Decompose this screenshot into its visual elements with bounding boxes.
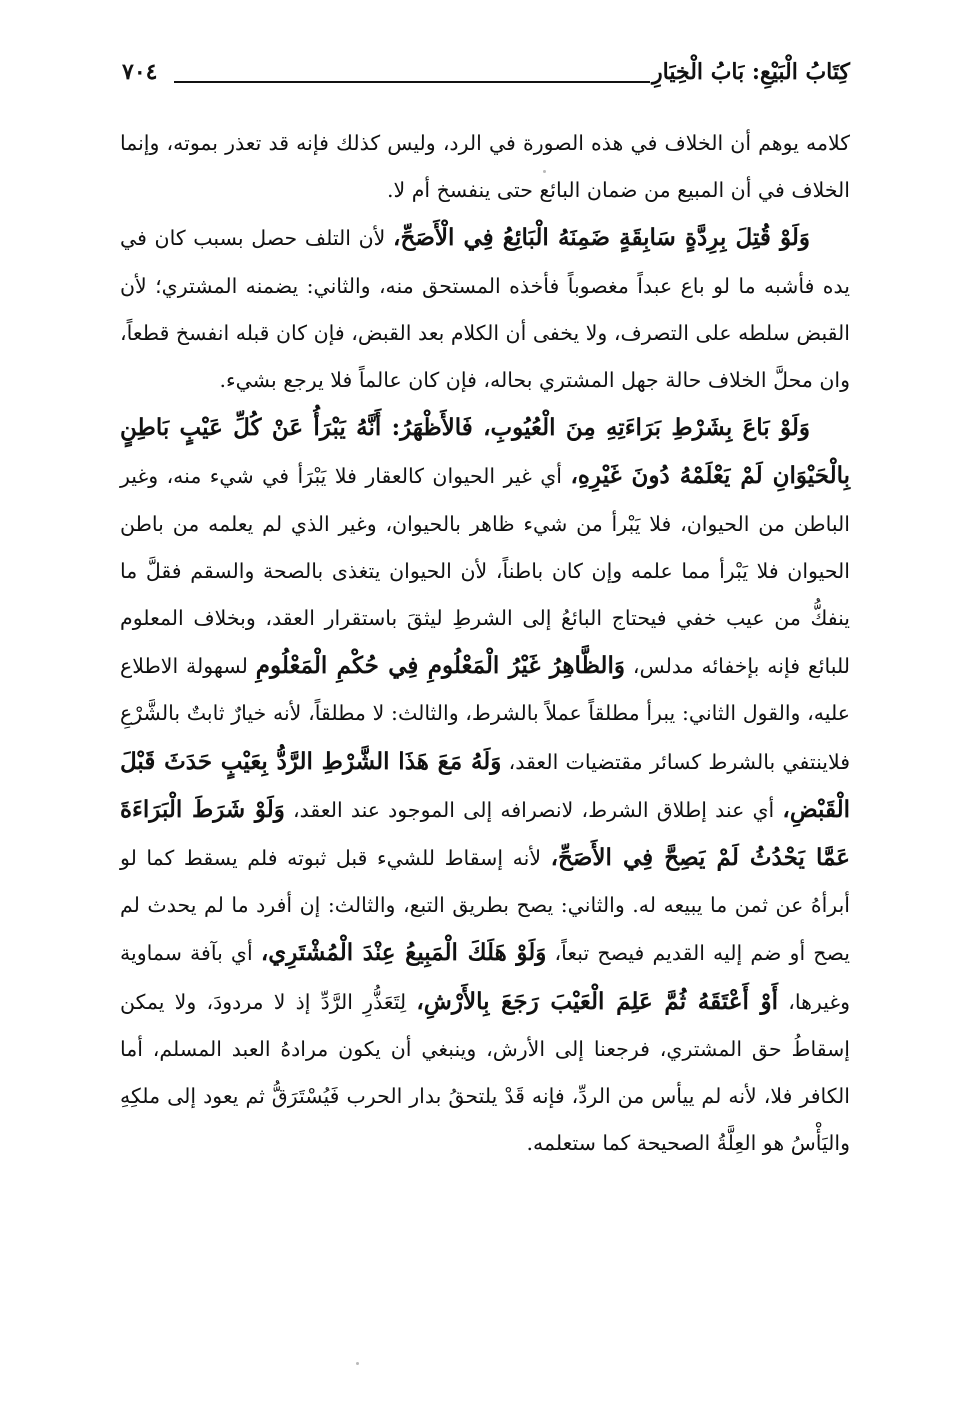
matn-text: وَلَوْ بَاعَ بِشَرْطِ بَرَاءَتِهِ مِنَ الْعُيُوبِ، فَالأَظْهَرُ: أَنَّهُ يَبْرَأُ عَنْ كُلِّ عَيْبٍ بَاطِنٍ بِالْحَيْوَانِ لَمْ يَعْلَمْهُ دُونَ غَيْرِهِ، — [120, 414, 850, 490]
matn-text: وَلَهُ مَعَ هَذَا الشَّرْطِ الرَّدُّ بِعَيْبٍ حَدَثَ قَبْلَ الْقَبْضِ، — [120, 747, 850, 823]
paragraph-3 — [120, 404, 850, 1167]
commentary-text: لأن التلف حصل بسبب كان في يده فأشبه ما لو باع عبداً مغصوباً فأخذه المستحق منه، والثاني: يضمنه المشتري؛ لأن القبض سلطه على التصرف، ولا يخفى أن الكلام بعد القبض، فإن كان قبله انفسخ قطعاً، وان محلَّ الخلاف حالة جهل المشتري بحاله، فإن كان عالماً فلا يرجع بشيء. — [120, 226, 850, 393]
body-text — [120, 120, 850, 1167]
matn-text: وَلَوْ قُتِلَ بِرِدَّةٍ سَابِقَةٍ ضَمِنَهُ الْبَائِعُ فِي الْأَصَحِّ، — [393, 224, 810, 252]
paragraph-1 — [120, 120, 850, 214]
commentary-text: أي غير الحيوان كالعقار فلا يَبْرَأ في شيء منه، وغير الباطن من الحيوان، فلا يَبْرأ من شيء ظاهر بالحيوان، وغير الذي لم يعلمه من باطن الحيوان فلا يَبْرأ مما علمه وإن كان باطناً، لأن الحيوان يتغذى بالصحة والسقم فقلَّ ما ينفكُّ من عيب خفي فيحتاج البائعُ إلى الشرطِ ليثقَ باستقرار العقد، وبخلاف المعلوم للبائع فإنه بإخفائه مدلس، — [120, 464, 850, 679]
page-number: ٧٠٤ — [122, 59, 158, 85]
running-title: كِتَابُ الْبَيْعِ: بَابُ الْخِيَارِ — [652, 59, 850, 85]
commentary-text: كلامه يوهم أن الخلاف في هذه الصورة في الرد، وليس كذلك فإنه قد تعذر بموته، وإنما الخلاف في أن المبيع من ضمان البائع حتى ينفسخ أم لا. — [120, 131, 850, 203]
commentary-text: أي بآفة سماوية وغيرها، — [120, 941, 850, 1014]
matn-text: وَلَوْ هَلَكَ الْمَبِيعُ عِنْدَ الْمُشْتَرِي، — [260, 939, 547, 967]
matn-text: وَلَوْ شَرَطَ الْبَرَاءَةَ عَمَّا يَحْدُثُ لَمْ يَصِحَّ فِي الأَصَحِّ، — [120, 795, 850, 872]
paper-speck — [356, 1362, 359, 1365]
commentary-text: لأنه إسقاط للشيء قبل ثبوته فلم يسقط كما لو أبرأهُ عن ثمن ما يبيعه له. والثاني: يصح بطريق التبع، والثالث: إن أفرد ما لم يحدث لم يصح أو ضم إليه القديم فيصح تبعاً، — [120, 846, 851, 966]
commentary-text: لسهولة الاطلاع عليه، والقول الثاني: يبرأ مطلقاً عملاً بالشرط، والثالث: لا مطلقاً، لأنه خيارٌ ثابتٌ بالشَّرْعِ فلاينتفي بالشرط كسائر مقتضيات العقد، — [120, 654, 850, 774]
paper-speck — [543, 170, 546, 173]
commentary-text: لِتَعَذُّرِ الرَّدِّ إذ لا مردودَ، ولا يمكن إسقاطُ حق المشتري، فرجعنا إلى الأرش، وينبغي أن يكون مرادهُ العبد المسلم، أما الكافر فلا، لأنه لم ييأس من الردِّ، فإنه قَدْ يلتحقُ بدار الحرب فَيُسْتَرَقُّ ثم يعود إلى ملكِهِ واليَأْسُ هو العِلَّةُ الصحيحة كما ستعلمه. — [120, 989, 850, 1156]
commentary-text: أي عند إطلاق الشرط، لانصرافه إلى الموجود عند العقد، — [284, 797, 783, 822]
matn-text: وَالظَّاهِرُ غَيْرُ الْمَعْلُومِ فِي حُكْمِ الْمَعْلُومِ — [255, 652, 625, 680]
header-rule — [174, 81, 650, 83]
matn-text: أَوْ أَعْتَقَهُ ثُمَّ عَلِمَ الْعَيْبَ رَجَعَ بِالأَرْشِ، — [416, 987, 779, 1015]
paragraph-2 — [120, 214, 850, 404]
page-header — [122, 52, 850, 92]
